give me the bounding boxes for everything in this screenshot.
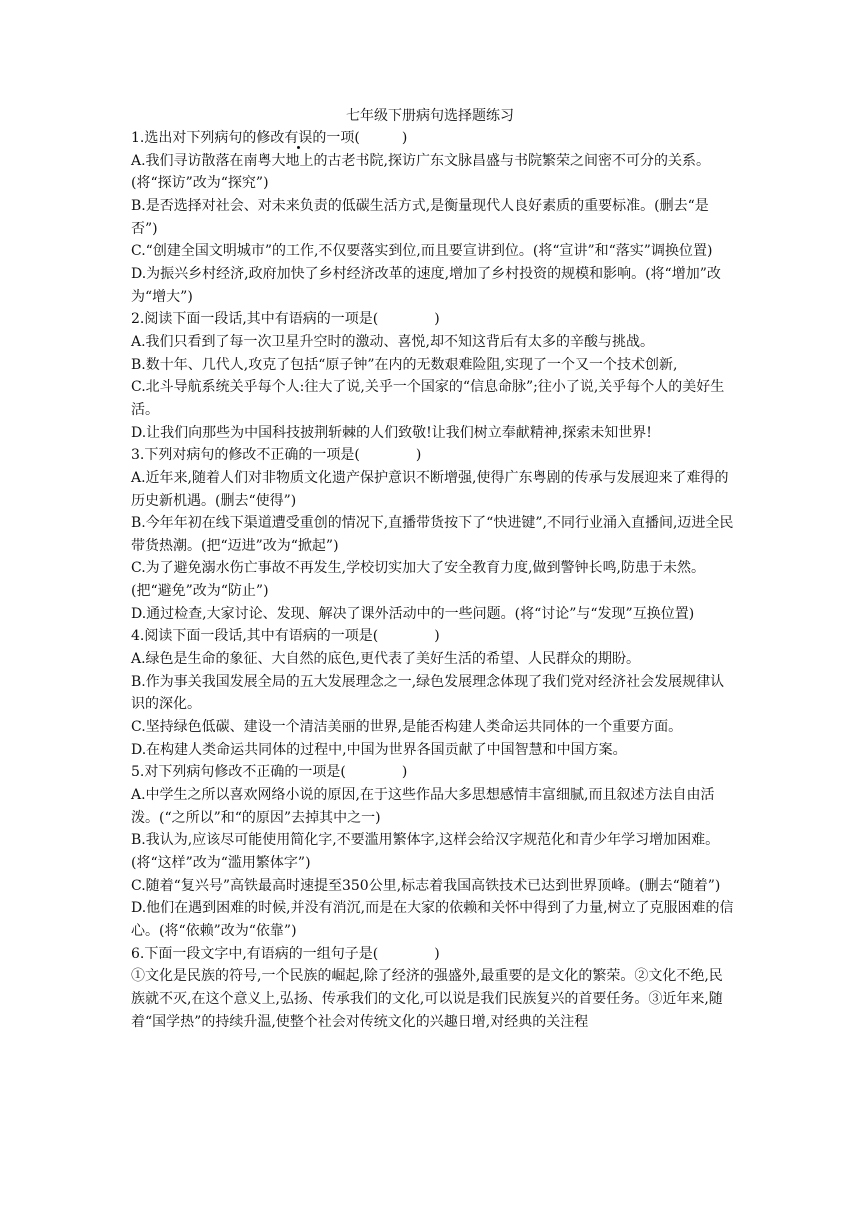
question-4-option-b: B.作为事关我国发展全局的五大发展理念之一,绿色发展理念体现了我们党对经济社会发展规律认识的深化。 [131, 673, 725, 713]
question-5-stem: 5.对下列病句修改不正确的一项是( ) [131, 764, 408, 781]
question-1-option-c: C.“创建全国文明城市”的工作,不仅要落实到位,而且要宣讲到位。(将“宣讲”和“落实”调换位置) [131, 243, 713, 260]
question-3-option-a: A.近年来,随着人们对非物质文化遗产保护意识不断增强,使得广东粤剧的传承与发展迎来了难得的历史新机遇。(删去“使得”) [131, 469, 729, 509]
question-1-option-b: B.是否选择对社会、对未来负责的低碳生活方式,是衡量现代人良好素质的重要标准。(删去“是否”) [131, 197, 709, 237]
question-5-option-d: D.他们在遇到困难的时候,并没有消沉,而是在大家的依赖和关怀中得到了力量,树立了克服困难的信心。(将“依赖”改为“依靠”) [131, 900, 734, 939]
question-4-option-a: A.绿色是生命的象征、大自然的底色,更代表了美好生活的希望、人民群众的期盼。 [131, 651, 641, 668]
question-2-stem: 2.阅读下面一段话,其中有语病的一项是( ) [131, 311, 440, 328]
question-5-option-b: B.我认为,应该尽可能使用简化字,不要滥用繁体字,这样会给汉字规范化和青少年学习增加困难。(将“这样”改为“滥用繁体字”) [131, 832, 720, 871]
question-2-option-c: C.北斗导航系统关乎每个人:往大了说,关乎一个国家的“信息命脉”;往小了说,关乎每个人的美好生活。 [131, 379, 725, 418]
emphasis-mark: 有误 [284, 130, 313, 146]
question-1-stem: 1.选出对下列病句的修改有误的一项( ) [131, 130, 408, 146]
question-4-stem: 4.阅读下面一段话,其中有语病的一项是( ) [131, 628, 440, 645]
question-2-option-b: B.数十年、几代人,攻克了包括“原子钟”在内的无数艰难险阻,实现了一个又一个技术创新, [131, 356, 678, 373]
question-5-option-c: C.随着“复兴号”高铁最高时速提至350公里,标志着我国高铁技术已达到世界顶峰。(删去“随着”) [131, 877, 721, 894]
question-1-option-d: D.为振兴乡村经济,政府加快了乡村经济改革的速度,增加了乡村投资的规模和影响。(将“增加”改为“增大”) [131, 265, 721, 305]
question-4-option-d: D.在构建人类命运共同体的过程中,中国为世界各国贡献了中国智慧和中国方案。 [131, 741, 627, 758]
question-3-option-d: D.通过检查,大家讨论、发现、解决了课外活动中的一些问题。(将“讨论”与“发现”互换位置) [131, 605, 695, 622]
document-body [131, 127, 735, 1033]
question-1-option-a: A.我们寻访散落在南粤大地上的古老书院,探访广东文脉昌盛与书院繁荣之间密不可分的关系。(将“探访”改为“探究”) [131, 152, 711, 192]
document-title: 七年级下册病句选择题练习 [346, 108, 514, 124]
question-2-option-d: D.让我们向那些为中国科技披荆斩棘的人们致敬!让我们树立奉献精神,探索未知世界! [131, 424, 652, 441]
question-5-option-a: A.中学生之所以喜欢网络小说的原因,在于这些作品大多思想感情丰富细腻,而且叙述方法自由活泼。(“之所以”和“的原因”去掉其中之一) [131, 787, 715, 826]
question-3-option-c: C.为了避免溺水伤亡事故不再发生,学校切实加大了安全教育力度,做到警钟长鸣,防患于未然。(把“避免”改为“防止”) [131, 560, 706, 600]
question-6-stem: 6.下面一段文字中,有语病的一组句子是( ) [131, 945, 440, 962]
question-6-passage: ①文化是民族的符号,一个民族的崛起,除了经济的强盛外,最重要的是文化的繁荣。②文化不绝,民族就不灭,在这个意义上,弘扬、传承我们的文化,可以说是我们民族复兴的首要任务。③近年来,随着“国学热”的持续升温,使整个社会对传统文化的兴趣日增,对经典的关注程 [131, 968, 723, 1030]
question-3-stem: 3.下列对病句的修改不正确的一项是( ) [131, 447, 422, 464]
question-3-option-b: B.今年年初在线下渠道遭受重创的情况下,直播带货按下了“快进键”,不同行业涌入直播间,迈进全民带货热潮。(把“迈进”改为“掀起”) [131, 515, 734, 554]
question-4-option-c: C.坚持绿色低碳、建设一个清洁美丽的世界,是能否构建人类命运共同体的一个重要方面。 [131, 719, 683, 736]
question-2-option-a: A.我们只看到了每一次卫星升空时的激动、喜悦,却不知这背后有太多的辛酸与挑战。 [131, 333, 655, 350]
